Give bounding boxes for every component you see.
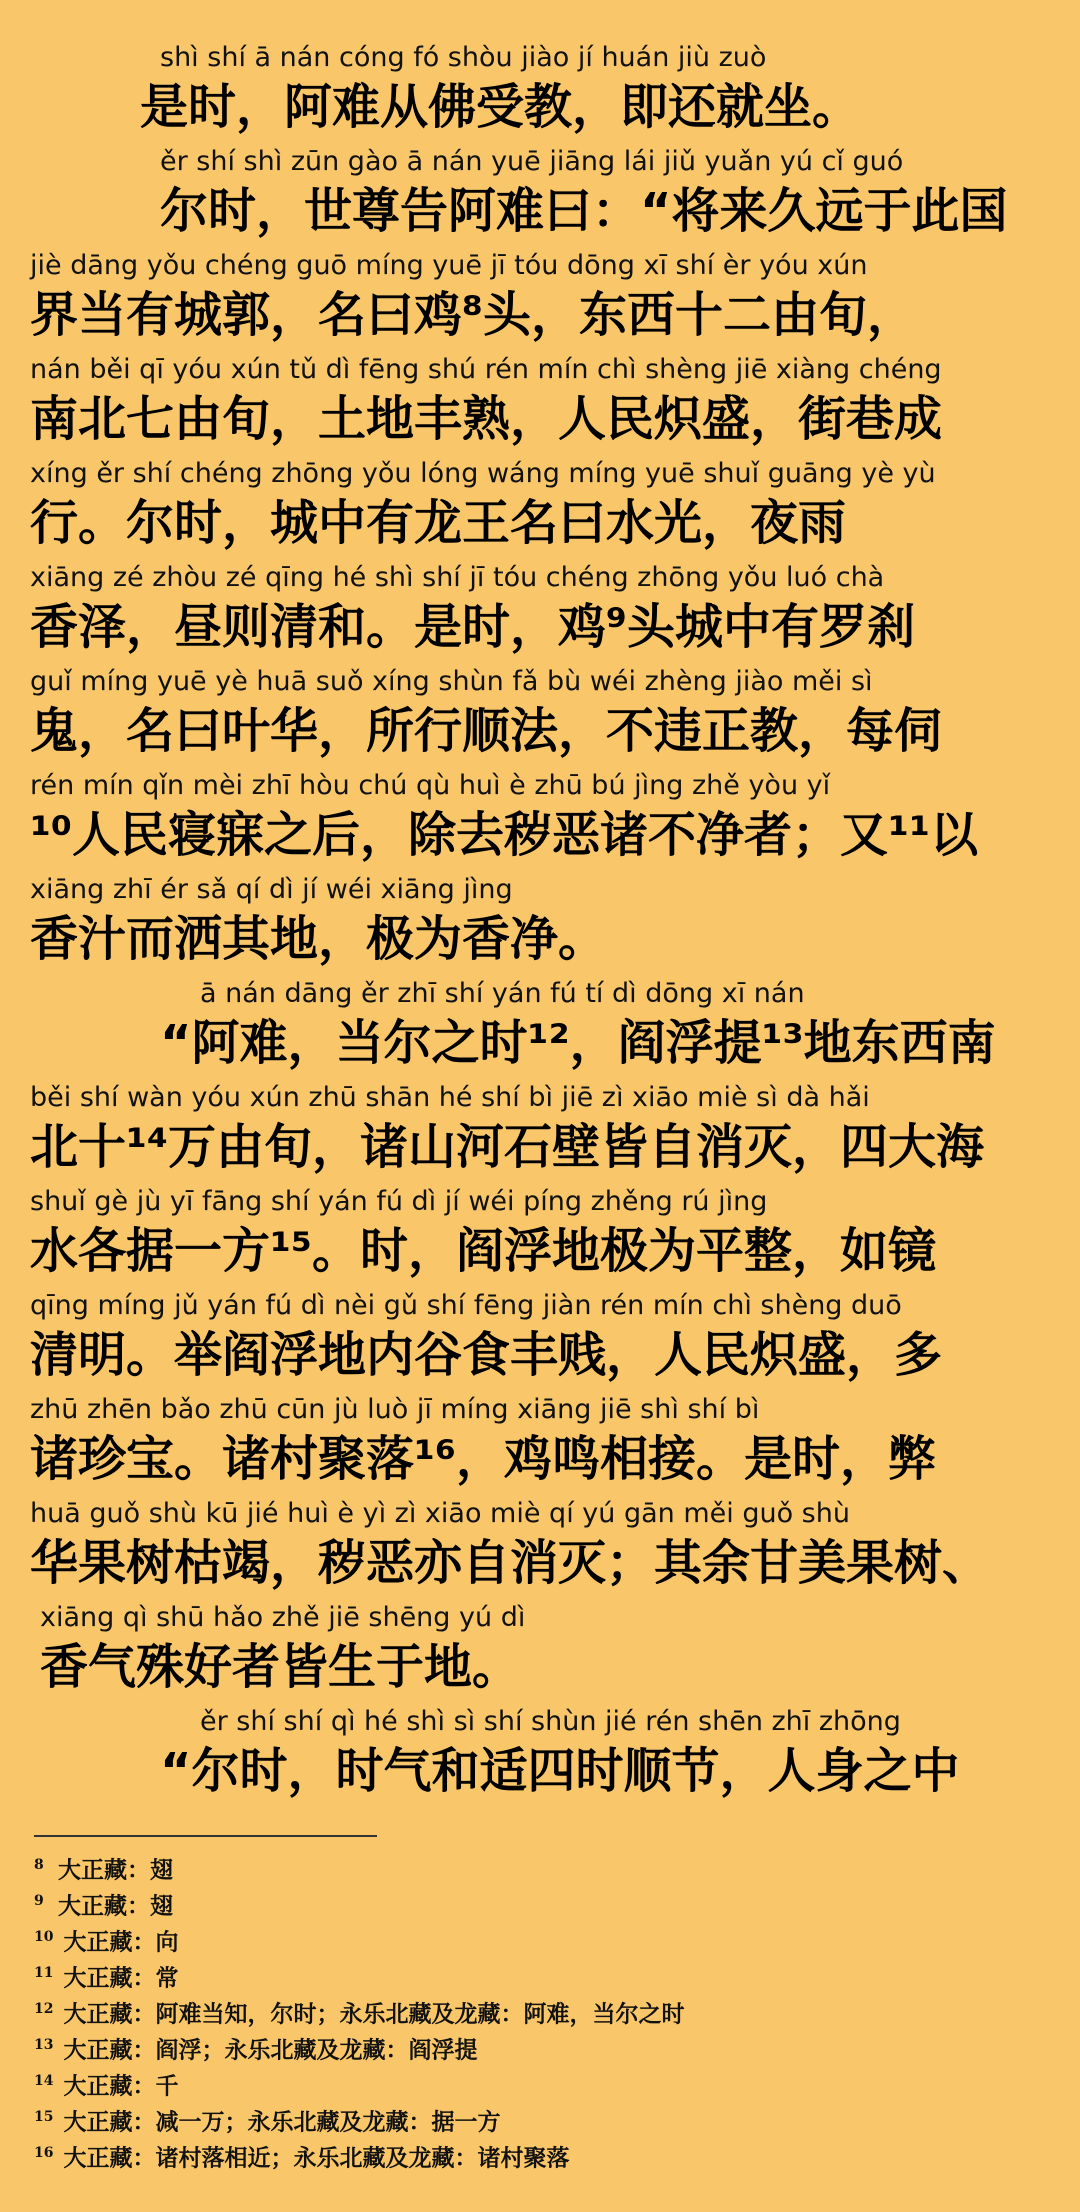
footnote-list <box>34 1847 1050 2171</box>
footnote-text: 大正藏：千 <box>63 2072 179 2100</box>
hanzi-row: “尔时，时气和适四时顺节，人身之中 <box>160 1743 960 1799</box>
footnote-number: 11 <box>34 1965 54 1981</box>
footnote-text: 大正藏：常 <box>63 1964 179 1992</box>
hanzi-row: 是时，阿难从佛受教，即还就坐。 <box>140 79 861 135</box>
pinyin-row: nán běi qī yóu xún tǔ dì fēng shú rén mín chì shèng jiē xiàng chéng <box>30 354 942 385</box>
pinyin-row: xíng ěr shí chéng zhōng yǒu lóng wáng míng yuē shuǐ guāng yè yù <box>30 458 936 489</box>
footnote-number: 9 <box>34 1893 44 1909</box>
text-line <box>30 560 1050 664</box>
pinyin-row: guǐ míng yuē yè huā suǒ xíng shùn fǎ bù wéi zhèng jiào měi sì <box>30 666 873 697</box>
pinyin-row: jiè dāng yǒu chéng guō míng yuē jī tóu dōng xī shí èr yóu xún <box>30 250 868 281</box>
pinyin-row: huā guǒ shù kū jié huì è yì zì xiāo miè qí yú gān měi guǒ shù <box>30 1498 850 1529</box>
pinyin-row: xiāng zé zhòu zé qīng hé shì shí jī tóu chéng zhōng yǒu luó chà <box>30 562 885 593</box>
hanzi-row: ¹⁰人民寝寐之后，除去秽恶诸不净者；又¹¹以 <box>30 807 979 863</box>
hanzi-row: “阿难，当尔之时¹²，阎浮提¹³地东西南 <box>160 1015 996 1071</box>
footnote-text: 大正藏：诸村落相近；永乐北藏及龙藏：诸村聚落 <box>63 2144 570 2172</box>
hanzi-row: 尔时，世尊告阿难曰：“将来久远于此国 <box>160 183 1008 239</box>
text-line <box>30 248 1050 352</box>
footnote <box>34 2063 1050 2099</box>
footnote-divider <box>34 1835 377 1837</box>
text-line <box>30 1184 1050 1288</box>
pinyin-row: ěr shí shì zūn gào ā nán yuē jiāng lái jiǔ yuǎn yú cǐ guó <box>160 146 904 177</box>
text-line <box>30 352 1050 456</box>
hanzi-row: 行。尔时，城中有龙王名曰水光，夜雨 <box>30 495 847 551</box>
footnote-number: 16 <box>34 2145 54 2161</box>
footnote-number: 12 <box>34 2001 54 2017</box>
footnote-text: 大正藏：翅 <box>58 1856 173 1884</box>
pinyin-row: rén mín qǐn mèi zhī hòu chú qù huì è zhū bú jìng zhě yòu yǐ <box>30 770 831 801</box>
footnote <box>34 1991 1050 2027</box>
hanzi-row: 清明。举阎浮地内谷食丰贱，人民炽盛，多 <box>30 1327 943 1383</box>
pinyin-row: xiāng zhī ér sǎ qí dì jí wéi xiāng jìng <box>30 874 513 905</box>
text-line <box>30 40 1050 144</box>
footnote-text: 大正藏：向 <box>63 1928 179 1956</box>
hanzi-row: 北十¹⁴万由旬，诸山河石壁皆自消灭，四大海 <box>30 1119 985 1175</box>
hanzi-row: 南北七由旬，土地丰熟，人民炽盛，街巷成 <box>30 391 943 447</box>
footnote <box>34 1955 1050 1991</box>
pinyin-row: xiāng qì shū hǎo zhě jiē shēng yú dì <box>40 1602 526 1633</box>
pinyin-row: shì shí ā nán cóng fó shòu jiào jí huán jiù zuò <box>160 42 767 73</box>
text-line <box>30 1288 1050 1392</box>
footnote-number: 10 <box>34 1929 54 1945</box>
text-line <box>30 976 1050 1080</box>
footnote-text: 大正藏：减一万；永乐北藏及龙藏：据一方 <box>63 2108 501 2136</box>
footnote <box>34 1883 1050 1919</box>
hanzi-row: 香气殊好者皆生于地。 <box>40 1639 521 1695</box>
text-line <box>30 144 1050 248</box>
footnote <box>34 2027 1050 2063</box>
hanzi-row: 香泽，昼则清和。是时，鸡⁹头城中有罗刹 <box>30 599 916 655</box>
pinyin-row: shuǐ gè jù yī fāng shí yán fú dì jí wéi píng zhěng rú jìng <box>30 1186 768 1217</box>
footnote-number: 13 <box>34 2037 54 2053</box>
hanzi-row: 香汁而洒其地，极为香净。 <box>30 911 607 967</box>
pinyin-row: ā nán dāng ěr zhī shí yán fú tí dì dōng xī nán <box>200 978 805 1009</box>
footnote-number: 15 <box>34 2109 54 2125</box>
text-line <box>30 1496 1050 1600</box>
hanzi-row: 水各据一方¹⁵。时，阎浮地极为平整，如镜 <box>30 1223 937 1279</box>
hanzi-row: 界当有城郭，名曰鸡⁸头，东西十二由旬， <box>30 287 916 343</box>
pinyin-row: qīng míng jǔ yán fú dì nèi gǔ shí fēng jiàn rén mín chì shèng duō <box>30 1290 902 1321</box>
pinyin-row: ěr shí shí qì hé shì sì shí shùn jié rén shēn zhī zhōng <box>200 1706 901 1737</box>
footnote <box>34 1847 1050 1883</box>
text-line <box>30 768 1050 872</box>
text-line <box>30 1080 1050 1184</box>
footnote-text: 大正藏：翅 <box>58 1892 173 1920</box>
text-line <box>30 664 1050 768</box>
hanzi-row: 诸珍宝。诸村聚落¹⁶，鸡鸣相接。是时，弊 <box>30 1431 937 1487</box>
text-line <box>30 872 1050 976</box>
text-line <box>30 1600 1050 1704</box>
hanzi-row: 鬼，名曰叶华，所行顺法，不违正教，每伺 <box>30 703 943 759</box>
pinyin-row: zhū zhēn bǎo zhū cūn jù luò jī míng xiāng jiē shì shí bì <box>30 1394 760 1425</box>
footnote-text: 大正藏：阎浮；永乐北藏及龙藏：阎浮提 <box>63 2036 478 2064</box>
pinyin-row: běi shí wàn yóu xún zhū shān hé shí bì jiē zì xiāo miè sì dà hǎi <box>30 1082 870 1113</box>
footnote-number: 14 <box>34 2073 54 2089</box>
text-line <box>30 456 1050 560</box>
hanzi-row: 华果树枯竭，秽恶亦自消灭；其余甘美果树、 <box>30 1535 991 1591</box>
footnote-number: 8 <box>34 1857 44 1873</box>
text-line <box>30 1704 1050 1808</box>
footnote-text: 大正藏：阿难当知，尔时；永乐北藏及龙藏：阿难，当尔之时 <box>63 2000 685 2028</box>
footnote <box>34 1919 1050 1955</box>
footnote <box>34 2099 1050 2135</box>
text-line <box>30 1392 1050 1496</box>
footnote <box>34 2135 1050 2171</box>
